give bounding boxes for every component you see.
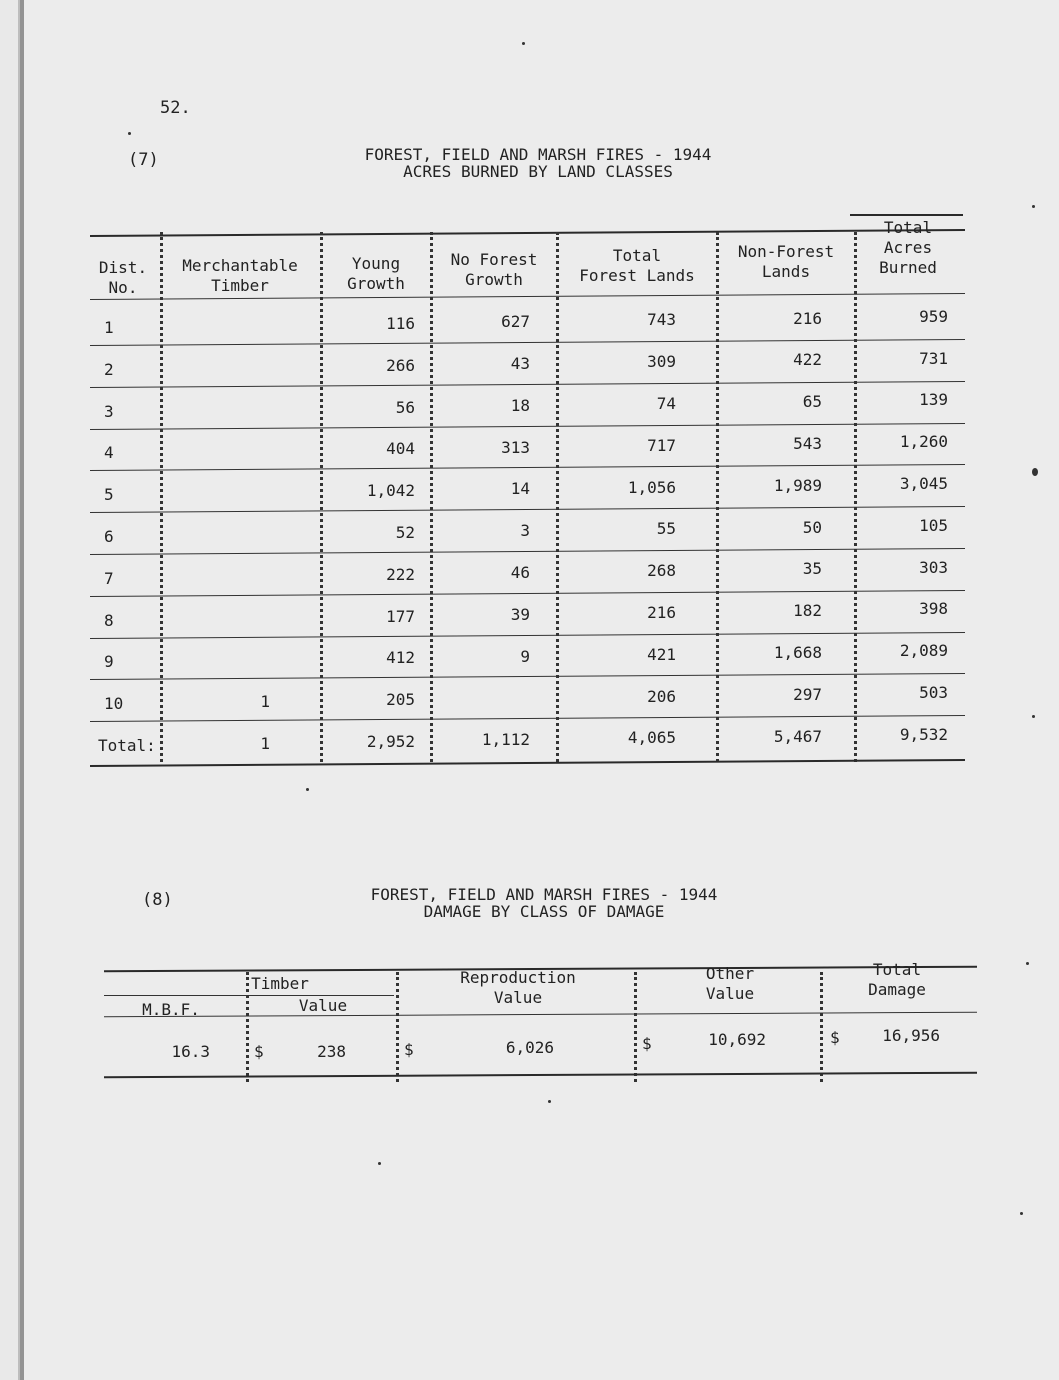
row-dist-no: 8: [104, 610, 114, 630]
table7-bottom-rule: [90, 759, 965, 767]
row-totfor: 74: [656, 394, 676, 413]
table8-title-line2: DAMAGE BY CLASS OF DAMAGE: [423, 902, 665, 921]
row-totfor: 309: [647, 352, 676, 372]
row-total: 731: [919, 348, 948, 368]
row-total: 2,089: [899, 641, 948, 661]
row-totfor: 743: [647, 310, 676, 330]
header-reproduction-value: Reproduction Value: [460, 968, 576, 1007]
row-total: 303: [919, 557, 948, 577]
row-young: 404: [386, 439, 415, 459]
total-young: 2,952: [366, 732, 415, 751]
row-young: 1,042: [366, 481, 415, 501]
table7-row-rule: [90, 632, 965, 639]
table7-number: (7): [128, 150, 159, 170]
row-nonfor: 35: [802, 559, 822, 579]
row-dist-no: 3: [104, 401, 114, 421]
row-totfor: 268: [647, 561, 676, 581]
header-total-damage: Total Damage: [868, 960, 926, 999]
table8-column-separator: [820, 972, 823, 1082]
row-totfor: 1,056: [627, 477, 676, 497]
page-number: 52.: [160, 98, 191, 118]
binding-edge: [20, 0, 24, 1380]
header-dist-no: Dist. No.: [98, 258, 148, 297]
row-dist-no: 10: [104, 694, 124, 714]
row-timber-value: 238: [317, 1042, 346, 1061]
currency-total: $: [830, 1028, 840, 1047]
row-other-value: 10,692: [708, 1030, 766, 1049]
table7-title-line2: ACRES BURNED BY LAND CLASSES: [403, 162, 673, 181]
total-merchantable: 1: [260, 734, 270, 753]
row-merchantable: 1: [260, 692, 270, 712]
row-young: 412: [386, 648, 415, 668]
table7-row-rule: [90, 548, 965, 555]
row-dist-no: 4: [104, 443, 114, 463]
total-nonfor: 5,467: [773, 726, 822, 746]
row-nonfor: 422: [793, 350, 822, 370]
table7-row-rule: [90, 715, 965, 722]
table7-row-rule: [90, 673, 965, 680]
row-young: 222: [386, 564, 415, 584]
table7-title: [278, 146, 798, 180]
row-nofor: 46: [510, 563, 530, 582]
header-timber-value: Value: [298, 996, 348, 1015]
table8-bottom-rule: [104, 1072, 977, 1079]
header-merchantable-timber: Merchantable Timber: [182, 256, 298, 295]
total-nofor: 1,112: [481, 730, 530, 750]
row-dist-no: 1: [104, 318, 114, 337]
row-dist-no: 5: [104, 485, 114, 505]
row-nonfor: 216: [793, 308, 822, 328]
row-totfor: 717: [647, 435, 676, 455]
row-nofor: 9: [520, 646, 530, 666]
table7-title-line1: FOREST, FIELD AND MARSH FIRES - 1944: [364, 145, 712, 164]
row-young: 116: [386, 314, 415, 333]
row-total: 3,045: [899, 474, 948, 493]
table7-header-top-rule: [90, 229, 965, 237]
table7-top-rule: [850, 214, 963, 216]
currency-reproduction: $: [404, 1040, 414, 1059]
row-reproduction-value: 6,026: [505, 1038, 554, 1057]
table8-title-line1: FOREST, FIELD AND MARSH FIRES - 1944: [370, 885, 718, 904]
row-nonfor: 50: [802, 517, 822, 537]
row-total-damage: 16,956: [882, 1026, 940, 1045]
total-row-label: Total:: [98, 736, 156, 755]
currency-timber: $: [254, 1042, 264, 1061]
header-other-value: Other Value: [705, 964, 755, 1003]
table8-column-separator: [396, 972, 399, 1082]
row-nofor: 18: [510, 395, 530, 415]
row-nonfor: 65: [802, 392, 822, 412]
row-totfor: 216: [647, 603, 676, 622]
row-nofor: 3: [520, 521, 530, 541]
row-nofor: 39: [510, 604, 530, 624]
header-mbf: M.B.F.: [142, 1000, 200, 1019]
row-totfor: 55: [656, 519, 676, 539]
row-mbf: 16.3: [171, 1042, 210, 1061]
row-nonfor: 182: [793, 601, 822, 621]
row-nofor: 14: [510, 479, 530, 499]
table8-column-separator: [634, 972, 637, 1082]
row-total: 398: [919, 599, 948, 619]
table7-column-separator: [556, 232, 559, 762]
header-young-growth: Young Growth: [347, 254, 405, 293]
row-nonfor: 543: [793, 434, 822, 453]
row-nofor: 43: [510, 354, 530, 373]
header-timber: Timber: [251, 974, 309, 993]
row-nofor: 627: [501, 312, 530, 332]
row-dist-no: 7: [104, 568, 114, 588]
table7-column-separator: [160, 232, 163, 762]
row-young: 205: [386, 690, 415, 710]
table8-column-separator: [246, 972, 249, 1082]
header-total-forest-lands: Total Forest Lands: [579, 246, 695, 285]
row-dist-no: 2: [104, 359, 114, 379]
header-no-forest-growth: No Forest Growth: [450, 250, 538, 289]
total-totfor: 4,065: [627, 728, 676, 748]
row-nonfor: 297: [793, 684, 822, 704]
table7-row-rule: [90, 423, 965, 430]
row-total: 503: [919, 683, 948, 702]
header-total-acres-burned: Total Acres Burned: [879, 218, 937, 277]
row-young: 52: [395, 523, 415, 542]
row-young: 177: [386, 606, 415, 626]
row-total: 105: [919, 515, 948, 535]
row-dist-no: 6: [104, 527, 114, 546]
row-nonfor: 1,989: [773, 475, 822, 495]
total-total: 9,532: [899, 724, 948, 744]
document-page: [18, 0, 1059, 1380]
header-non-forest-lands: Non-Forest Lands: [737, 242, 835, 281]
table7-row-rule: [90, 381, 965, 388]
table8-number: (8): [142, 890, 173, 910]
table7-column-separator: [716, 232, 719, 762]
row-totfor: 421: [647, 644, 676, 664]
row-total: 1,260: [899, 432, 948, 452]
table7-row-rule: [90, 339, 965, 346]
table7-row-rule: [90, 590, 965, 597]
row-nofor: 313: [501, 437, 530, 457]
row-totfor: 206: [647, 686, 676, 706]
row-total: 959: [919, 306, 948, 326]
table7-row-rule: [90, 464, 965, 471]
table7-row-rule: [90, 506, 965, 513]
row-young: 56: [395, 397, 415, 417]
currency-other: $: [642, 1034, 652, 1053]
row-nonfor: 1,668: [773, 643, 822, 662]
table8-title: [284, 886, 804, 920]
row-young: 266: [386, 355, 415, 375]
row-total: 139: [919, 390, 948, 410]
row-dist-no: 9: [104, 652, 114, 672]
